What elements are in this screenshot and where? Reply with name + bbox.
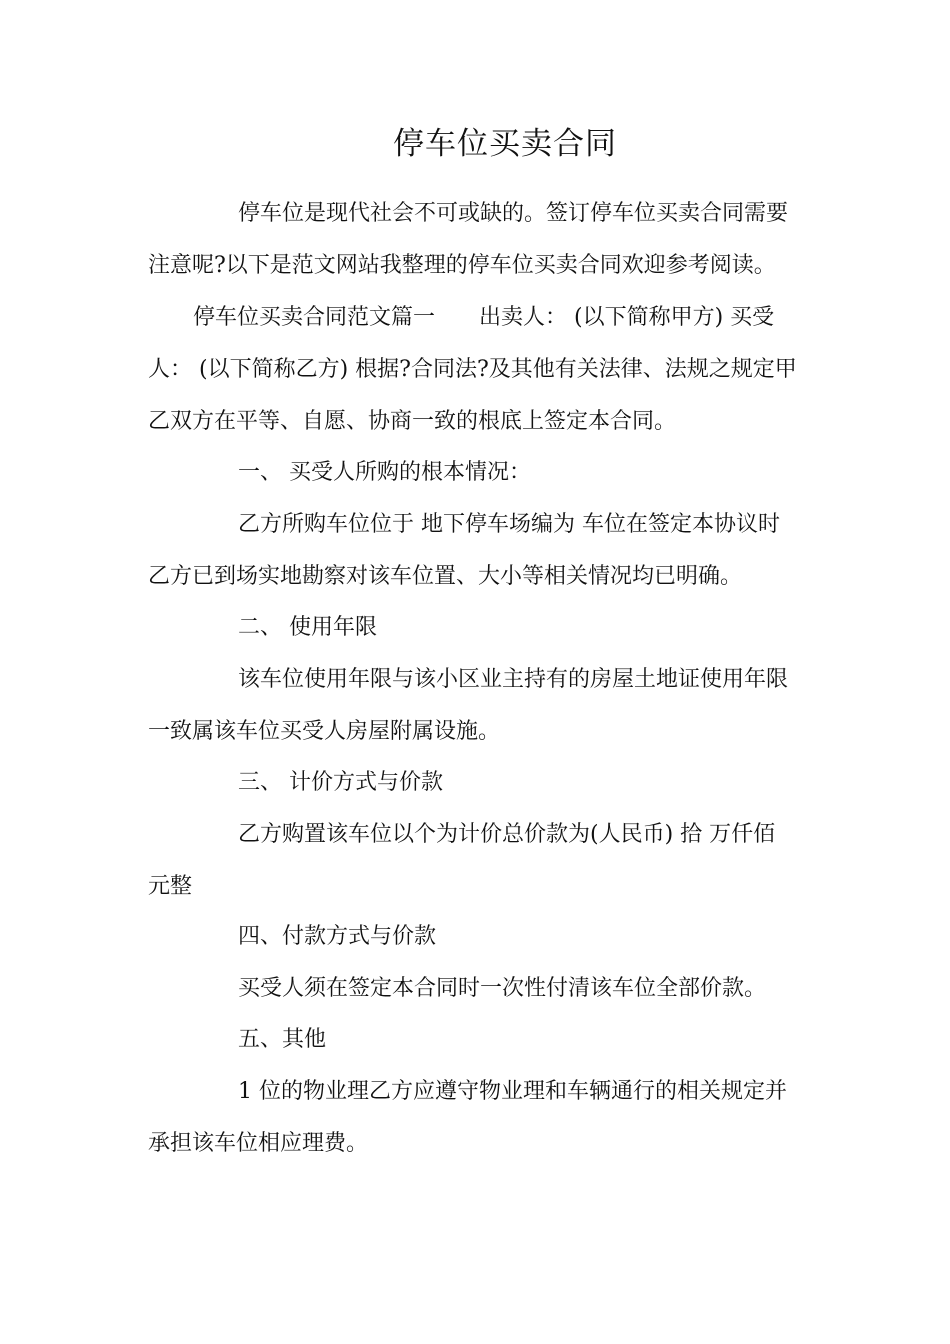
paragraph-line: 停车位买卖合同范文篇一 出卖人： (以下简称甲方) 买受 xyxy=(193,305,775,330)
paragraph-line: 承担该车位相应理费。 xyxy=(148,1131,369,1156)
section-heading: 五、其他 xyxy=(238,1027,327,1052)
document-title: 停车位买卖合同 xyxy=(393,126,617,162)
paragraph-line: 乙方已到场实地勘察对该车位置、大小等相关情况均已明确。 xyxy=(148,564,743,589)
section-heading-3 xyxy=(148,757,808,809)
paragraph-intro xyxy=(148,188,808,292)
section-heading-2 xyxy=(148,602,808,654)
section-heading: 二、 使用年限 xyxy=(238,615,377,640)
paragraph-line: 注意呢?以下是范文网站我整理的停车位买卖合同欢迎参考阅读。 xyxy=(148,253,776,278)
paragraph-line: 乙方所购车位位于 地下停车场编为 车位在签定本协议时 xyxy=(238,512,780,537)
paragraph-parties xyxy=(148,292,808,448)
paragraph-section-5 xyxy=(148,1066,808,1170)
section-heading-1 xyxy=(148,447,808,499)
paragraph-section-4 xyxy=(148,963,808,1015)
paragraph-line: 该车位使用年限与该小区业主持有的房屋土地证使用年限 xyxy=(238,667,789,692)
paragraph-section-1 xyxy=(148,499,808,603)
paragraph-line: 一致属该车位买受人房屋附属设施。 xyxy=(148,719,501,744)
paragraph-line: 乙双方在平等、自愿、协商一致的根底上签定本合同。 xyxy=(148,409,677,434)
paragraph-line: 买受人须在签定本合同时一次性付清该车位全部价款。 xyxy=(238,976,767,1001)
paragraph-line: 停车位是现代社会不可或缺的。签订停车位买卖合同需要 xyxy=(238,201,789,226)
paragraph-line: 1 位的物业理乙方应遵守物业理和车辆通行的相关规定并 xyxy=(238,1079,787,1104)
section-heading-5 xyxy=(148,1014,808,1066)
paragraph-line: 乙方购置该车位以个为计价总价款为(人民币) 拾 万仟佰 xyxy=(238,822,776,847)
paragraph-section-3 xyxy=(148,809,808,913)
paragraph-section-2 xyxy=(148,654,808,758)
section-heading: 一、 买受人所购的根本情况： xyxy=(238,460,531,485)
section-heading-4 xyxy=(148,911,808,963)
paragraph-line: 元整 xyxy=(148,874,193,899)
section-heading: 三、 计价方式与价款 xyxy=(238,770,443,795)
paragraph-line: 人： (以下简称乙方) 根据?合同法?及其他有关法律、法规之规定甲 xyxy=(148,357,797,382)
section-heading: 四、付款方式与价款 xyxy=(238,924,437,949)
